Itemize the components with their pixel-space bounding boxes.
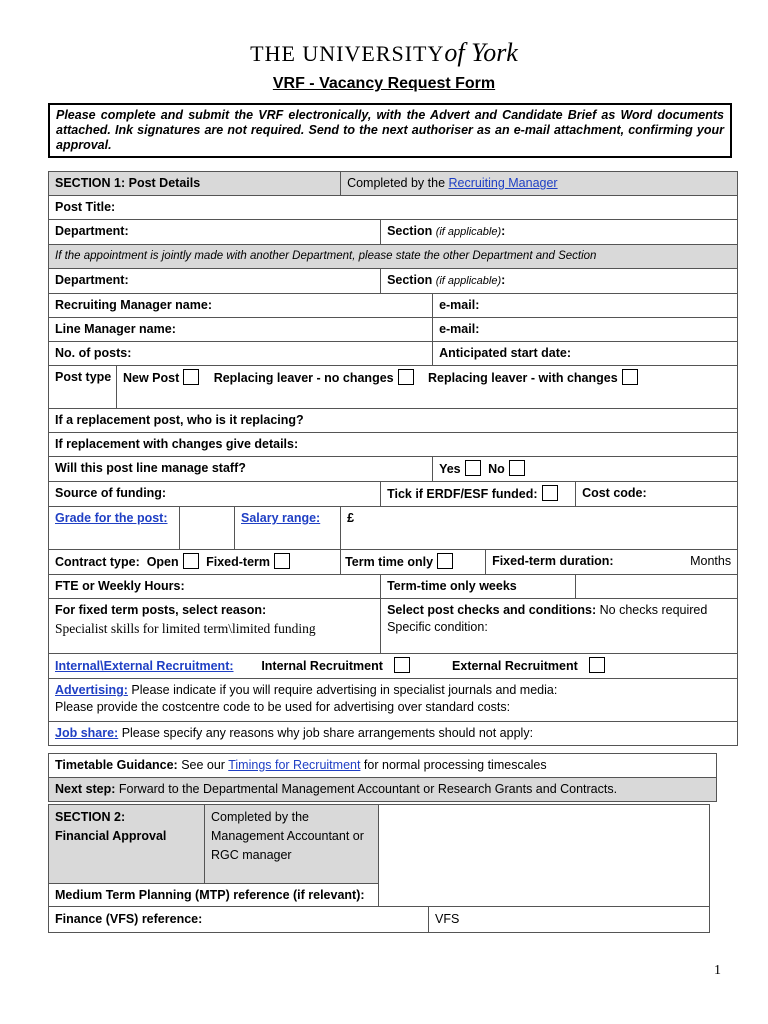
recruiting-manager-row: [49, 294, 738, 318]
recruiting-email-label[interactable]: e-mail:: [433, 294, 738, 318]
timetable-post: for normal processing timescales: [360, 758, 547, 772]
advertising-text1: Please indicate if you will require advertising in specialist journals and media:: [127, 683, 558, 697]
source-funding-label[interactable]: Source of funding:: [49, 482, 381, 507]
internal-checkbox[interactable]: [394, 657, 410, 673]
replacement-changes-label[interactable]: If replacement with changes give details:: [49, 433, 738, 457]
post-checks-field[interactable]: [381, 599, 738, 654]
job-share-link[interactable]: Job share:: [55, 726, 119, 740]
advertising-link[interactable]: Advertising:: [55, 683, 128, 697]
department2-row: [49, 269, 738, 294]
section-field[interactable]: [381, 220, 738, 245]
posts-row: [49, 342, 738, 366]
department2-label[interactable]: Department:: [49, 269, 381, 294]
section2-completed-by: Completed by the Management Accountant or RGC manager: [205, 805, 379, 884]
cost-code-label[interactable]: Cost code:: [576, 482, 738, 507]
yes-label: Yes: [439, 462, 461, 476]
guidance-table: [48, 753, 717, 802]
term-time-label: Term time only: [345, 555, 434, 569]
vfs-label[interactable]: Finance (VFS) reference:: [49, 907, 429, 933]
section-colon: :: [501, 273, 506, 287]
mtp-label[interactable]: Medium Term Planning (MTP) reference (if relevant):: [49, 884, 379, 907]
fte-label[interactable]: FTE or Weekly Hours:: [49, 575, 381, 599]
fte-row: [49, 575, 738, 599]
advertising-text2: Please provide the costcentre code to be used for advertising over standard costs:: [55, 700, 511, 714]
erdf-checkbox[interactable]: [542, 485, 558, 501]
section1-header-row: [49, 172, 738, 196]
section-label: Section: [387, 224, 433, 238]
job-share-row: [49, 722, 738, 746]
joint-note-row: [49, 245, 738, 269]
open-checkbox[interactable]: [183, 553, 199, 569]
timetable-pre: See our: [177, 758, 229, 772]
salary-value[interactable]: £: [341, 507, 738, 550]
section2-title: SECTION 2:: [55, 810, 126, 824]
recruiting-manager-label[interactable]: Recruiting Manager name:: [49, 294, 433, 318]
start-date-label[interactable]: Anticipated start date:: [433, 342, 738, 366]
replacing-no-changes-checkbox[interactable]: [398, 369, 414, 385]
line-manage-label: Will this post line manage staff?: [49, 457, 433, 482]
post-title-label[interactable]: Post Title:: [49, 196, 738, 220]
section2-subtitle: Financial Approval: [55, 829, 167, 843]
page-number: 1: [714, 963, 721, 978]
vfs-row: [49, 907, 710, 933]
line-manager-email-label[interactable]: e-mail:: [433, 318, 738, 342]
fixed-term-checkbox[interactable]: [274, 553, 290, 569]
new-post-checkbox[interactable]: [183, 369, 199, 385]
department-row: [49, 220, 738, 245]
if-applicable: (if applicable): [435, 275, 502, 287]
fixed-reason-value[interactable]: Specialist skills for limited term\limited funding: [55, 621, 316, 636]
vfs-value[interactable]: VFS: [429, 907, 710, 933]
line-manager-row: [49, 318, 738, 342]
completed-by-prefix: Completed by the: [347, 176, 449, 190]
section2-approval-area[interactable]: [379, 805, 710, 907]
recruitment-row: [49, 654, 738, 679]
fixed-reason-field[interactable]: [49, 599, 381, 654]
int-ext-link[interactable]: Internal\External Recruitment:: [55, 659, 234, 673]
if-applicable: (if applicable): [435, 226, 502, 238]
grade-row: [49, 507, 738, 550]
duration-label: Fixed-term duration:: [492, 554, 614, 568]
term-weeks-value[interactable]: [576, 575, 738, 599]
post-type-label: Post type: [49, 366, 117, 409]
section-colon: :: [501, 224, 506, 238]
next-step-label: Next step:: [55, 782, 116, 796]
line-manager-label[interactable]: Line Manager name:: [49, 318, 433, 342]
section1-completed-by: [341, 172, 738, 196]
logo-script: of York: [444, 38, 518, 67]
line-manage-options: [433, 457, 738, 482]
salary-range-link[interactable]: Salary range:: [235, 507, 341, 550]
timetable-field: [49, 754, 717, 778]
post-type-row: [49, 366, 738, 409]
fixed-reason-label: For fixed term posts, select reason:: [55, 603, 267, 617]
term-time-checkbox[interactable]: [437, 553, 453, 569]
internal-label: Internal Recruitment: [261, 659, 383, 673]
contract-type-label: Contract type:: [55, 555, 140, 569]
post-checks-value[interactable]: No checks required: [599, 603, 708, 617]
external-label: External Recruitment: [452, 659, 578, 673]
replacement-who-row: [49, 409, 738, 433]
job-share-text: Please specify any reasons why job share arrangements should not apply:: [118, 726, 534, 740]
external-checkbox[interactable]: [589, 657, 605, 673]
next-step-text: Forward to the Departmental Management Accountant or Research Grants and Contracts.: [115, 782, 618, 796]
fixed-term-label: Fixed-term: [206, 555, 271, 569]
no-checkbox[interactable]: [509, 460, 525, 476]
next-step-row: [49, 778, 717, 802]
no-of-posts-label[interactable]: No. of posts:: [49, 342, 433, 366]
grade-value[interactable]: [180, 507, 235, 550]
section-label: Section: [387, 273, 433, 287]
replacement-who-label[interactable]: If a replacement post, who is it replacing?: [49, 409, 738, 433]
fixed-reason-row: [49, 599, 738, 654]
section2-table: [48, 804, 710, 933]
term-weeks-label[interactable]: Term-time only weeks: [381, 575, 576, 599]
contract-type-field: [49, 550, 341, 575]
timings-link[interactable]: Timings for Recruitment: [228, 758, 361, 772]
section2-field[interactable]: [381, 269, 738, 294]
replacing-with-changes-checkbox[interactable]: [622, 369, 638, 385]
grade-link[interactable]: Grade for the post:: [49, 507, 180, 550]
timetable-row: [49, 754, 717, 778]
replacement-changes-row: [49, 433, 738, 457]
line-manage-row: [49, 457, 738, 482]
next-step-field: [49, 778, 717, 802]
post-checks-label: Select post checks and conditions:: [387, 603, 597, 617]
timetable-label: Timetable Guidance:: [55, 758, 178, 772]
replacing-no-changes-label: Replacing leaver - no changes: [213, 371, 394, 385]
recruitment-field: [49, 654, 738, 679]
section1-title: SECTION 1: Post Details: [49, 172, 341, 196]
specific-condition-label: Specific condition:: [387, 620, 488, 634]
funding-row: [49, 482, 738, 507]
advertising-field[interactable]: [49, 679, 738, 722]
erdf-label: Tick if ERDF/ESF funded:: [387, 487, 538, 501]
section1-table: [48, 171, 738, 746]
section2-header-row: [49, 805, 710, 884]
job-share-field[interactable]: [49, 722, 738, 746]
yes-checkbox[interactable]: [465, 460, 481, 476]
new-post-label: New Post: [123, 371, 180, 385]
form-title: VRF - Vacancy Request Form: [272, 75, 496, 92]
open-label: Open: [146, 555, 179, 569]
advertising-row: [49, 679, 738, 722]
term-time-field: [341, 550, 486, 575]
university-logo: [0, 38, 768, 68]
duration-field[interactable]: [486, 550, 738, 575]
department-label[interactable]: Department:: [49, 220, 381, 245]
section2-title-cell: [49, 805, 205, 884]
recruiting-manager-link[interactable]: Recruiting Manager: [448, 176, 558, 190]
no-label: No: [488, 462, 505, 476]
erdf-field: [381, 482, 576, 507]
months-label: Months: [690, 554, 732, 568]
joint-note: If the appointment is jointly made with another Department, please state the other Department and Section: [49, 245, 738, 269]
post-title-row: [49, 196, 738, 220]
replacing-with-changes-label: Replacing leaver - with changes: [428, 371, 618, 385]
post-type-options: [117, 366, 738, 409]
contract-row: [49, 550, 738, 575]
instructions-box: Please complete and submit the VRF electronically, with the Advert and Candidate Brief as Word documents attached. Ink signatures are not required. Send to the next authoriser as an e-mail attachment, confirming your approval.: [48, 103, 732, 158]
logo-text: THE UNIVERSITY: [250, 41, 445, 66]
